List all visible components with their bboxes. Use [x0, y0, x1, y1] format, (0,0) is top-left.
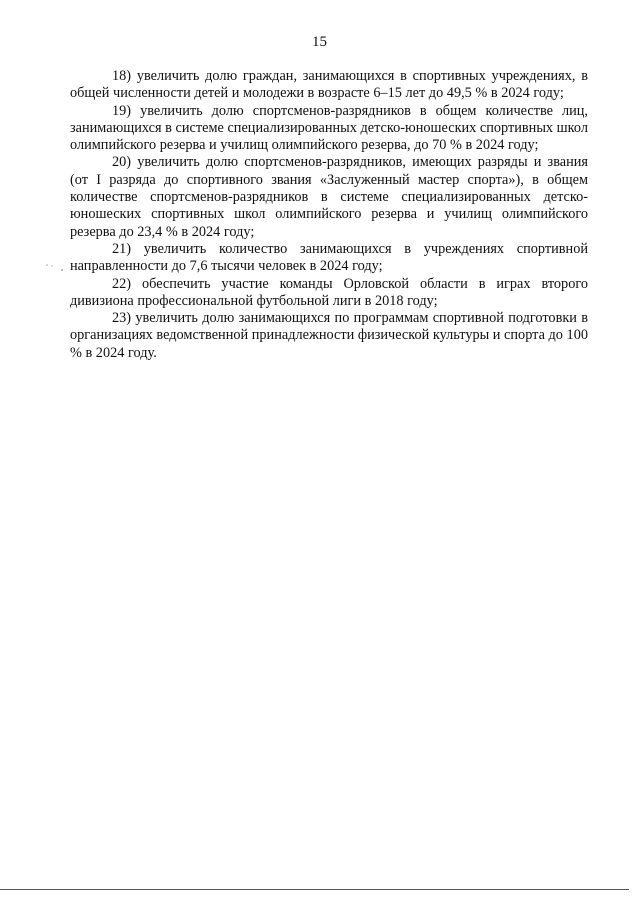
list-item-19: 19) увеличить долю спортсменов-разрядников в общем количестве лиц, занимающихся в системе специализированных детско-юношеских спортивных школ олимпийского резерва и училищ олимпийского резерва, до 70 % в 2024 году;: [70, 102, 588, 154]
document-body: [70, 68, 588, 362]
list-item-18: 18) увеличить долю граждан, занимающихся в спортивных учреждениях, в общей численности детей и молодежи в возрасте 6–15 лет до 49,5 % в 2024 году;: [70, 68, 588, 102]
page-bottom-edge: [0, 889, 629, 890]
list-item-21: 21) увеличить количество занимающихся в учреждениях спортивной направленности до 7,6 тысячи человек в 2024 году;: [70, 240, 588, 275]
list-item-22: 22) обеспечить участие команды Орловской области в играх второго дивизиона профессиональной футбольной лиги в 2018 году;: [70, 275, 588, 309]
list-item-20: 20) увеличить долю спортсменов-разрядников, имеющих разряды и звания (от I разряда до спортивного звания «Заслуженный мастер спорта»), в общем количестве спортсменов-разрядников в системе специализированных детско-юношеских спортивных школ олимпийского резерва и училищ олимпийского резерва до 23,4 % в 2024 году;: [70, 154, 588, 240]
page-number: 15: [312, 34, 327, 50]
list-item-23: 23) увеличить долю занимающихся по программам спортивной подготовки в организациях ведомственной принадлежности физической культуры и спорта до 100 % в 2024 году.: [70, 310, 588, 361]
scan-artifact-mark: [44, 262, 66, 272]
